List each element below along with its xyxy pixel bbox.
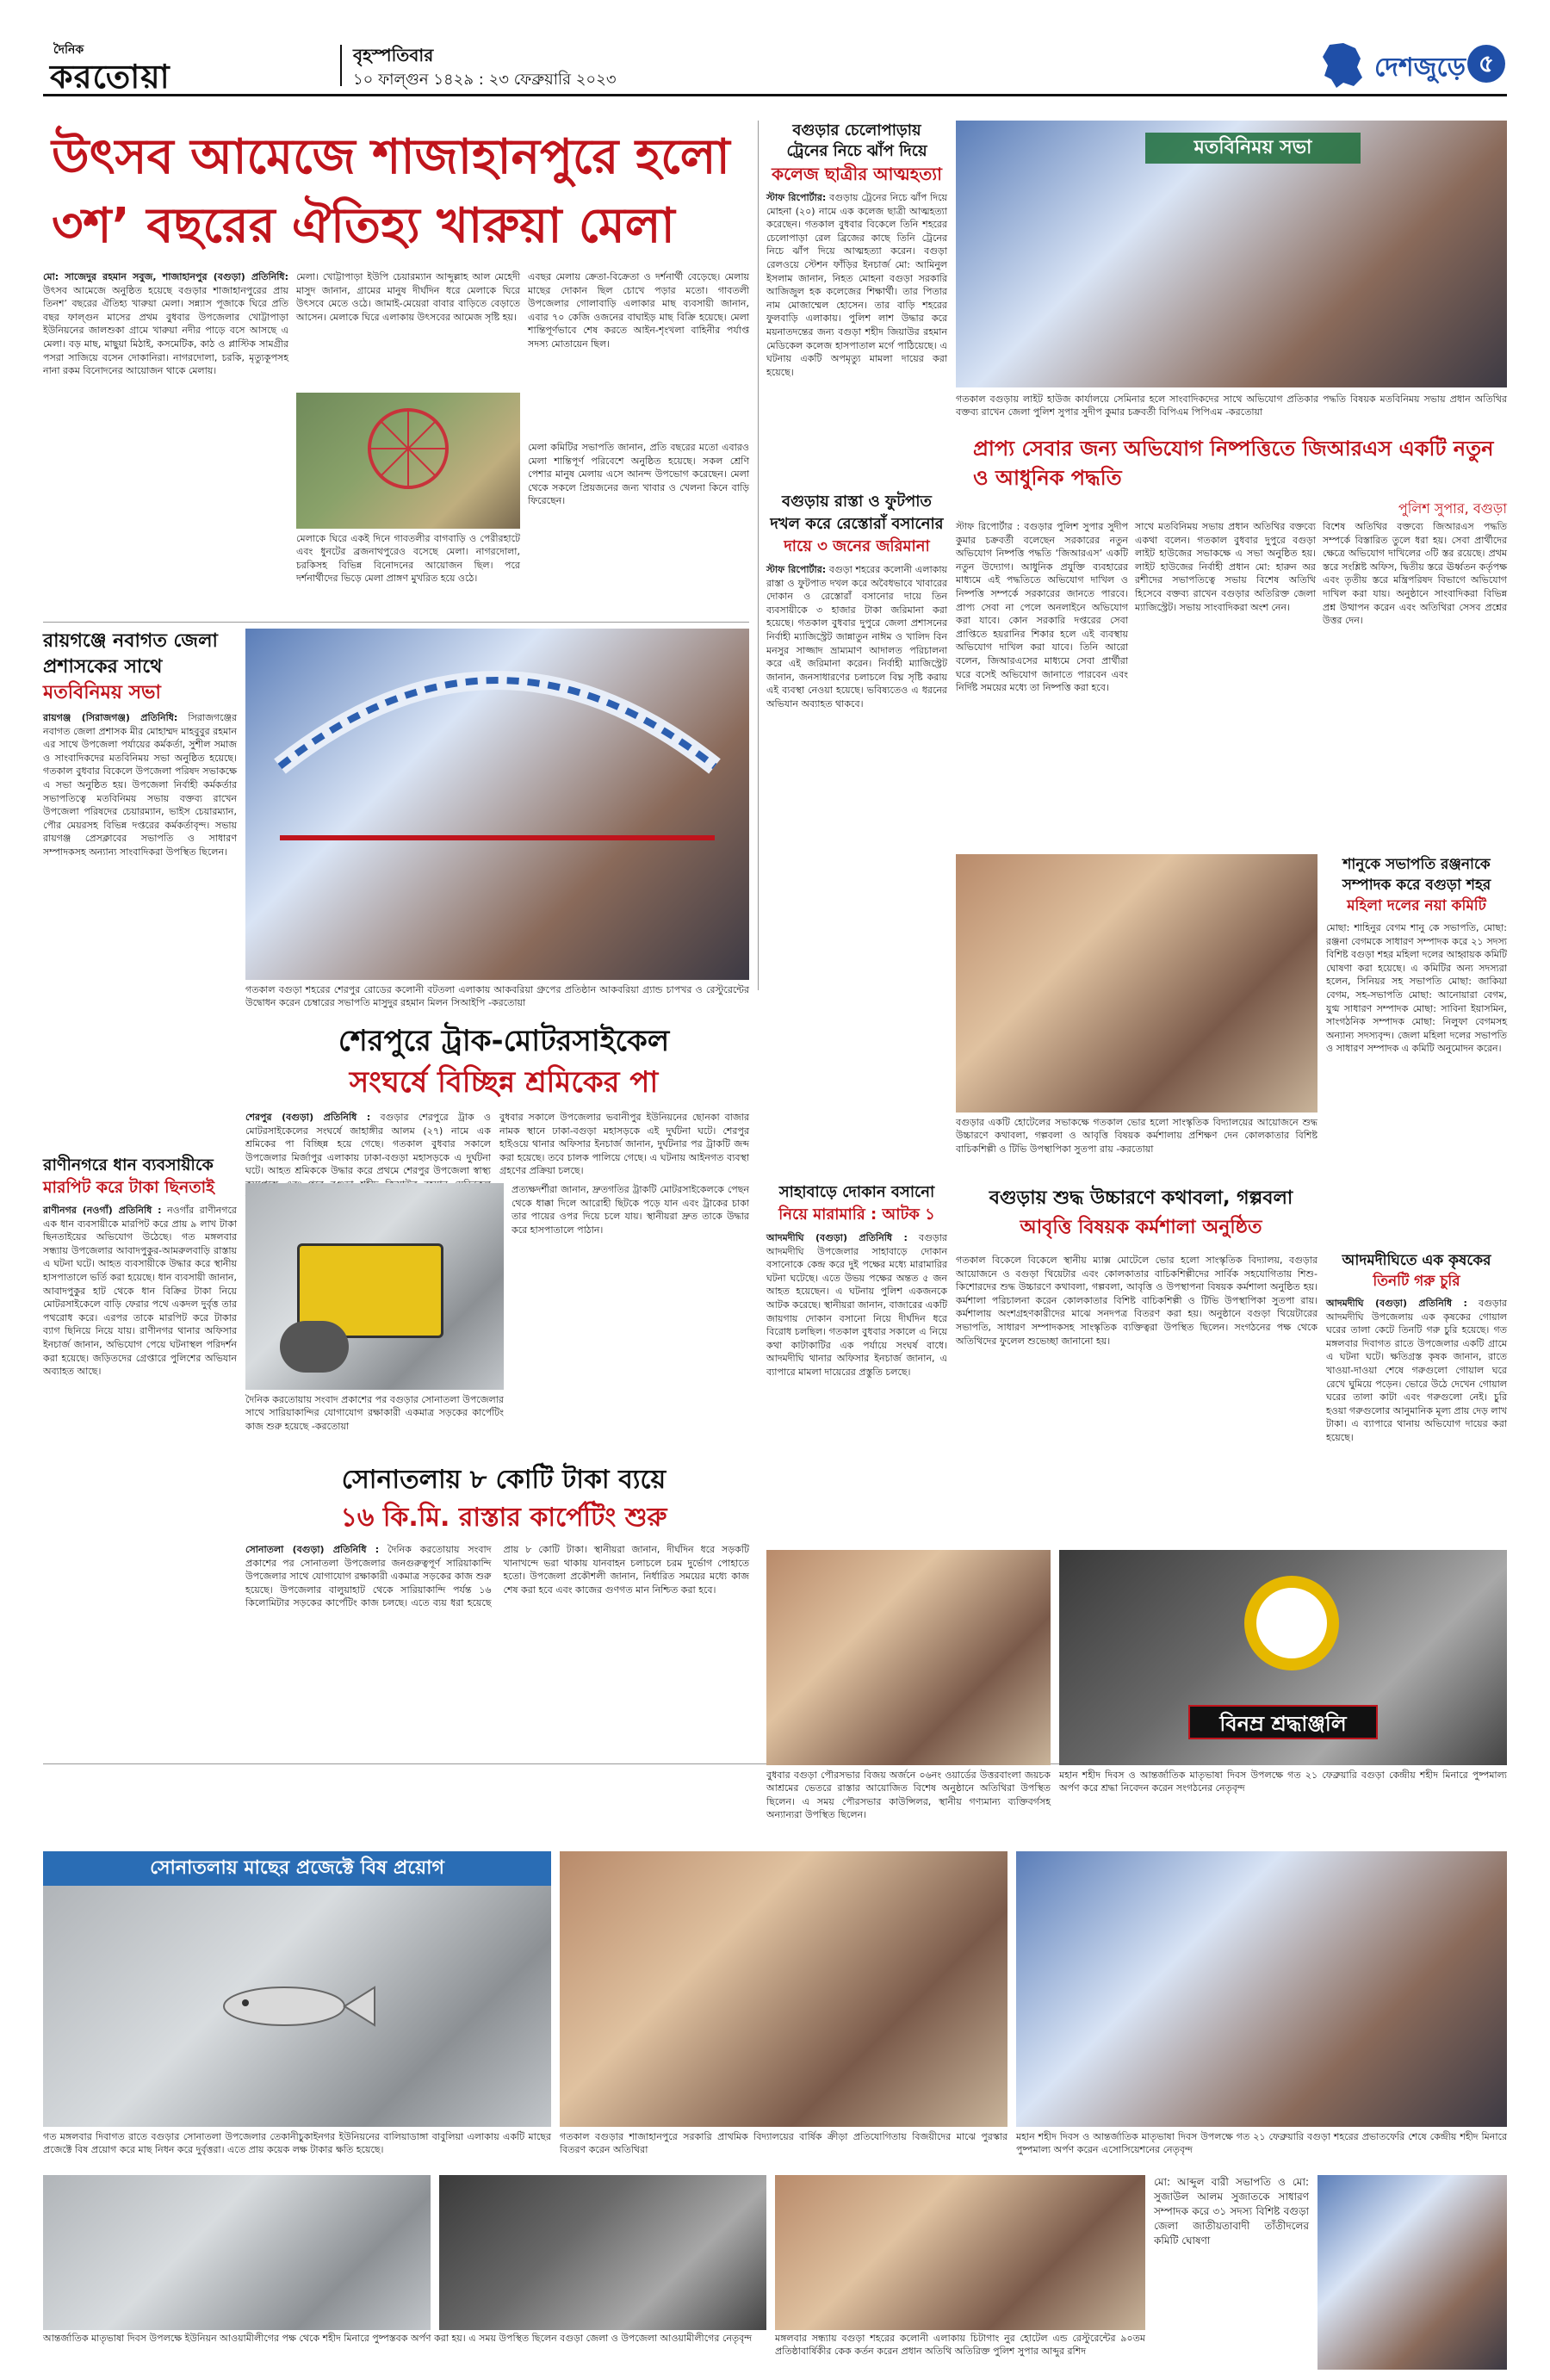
lead-byline: মো: সাজেদুর রহমান সবুজ, শাজাহানপুর (বগুড়া) প্রতিনিধি:: [43, 271, 288, 282]
grs-headline: প্রাপ্য সেবার জন্য অভিযোগ নিষ্পত্তিতে জিআরএস একটি নতুন ও আধুনিক পদ্ধতি: [973, 437, 1494, 490]
cow-theft-byline: আদমদীঘি (বগুড়া) প্রতিনিধি :: [1326, 1298, 1467, 1309]
sonatola-body: [245, 1543, 749, 1758]
section-title: দেশজুড়ে: [1374, 53, 1466, 83]
vendors-caption: বুধবার বগুড়া পৌরসভার বিজয় অর্জনে ০৬নং ওয়ার্ডের উত্তরবাংলা জয়চক আশ্রমের ভেতরে রাস্তার আয়োজিত বিশেষ অনুষ্ঠানে অতিথিরা উপস্থিত ছিলেন। এ সময় পৌরসভার কাউন্সিলর, স্থানীয় গণ্যমান্য ব্যক্তিবর্গসহ অন্যান্যরা উপস্থিত ছিলেন।: [766, 1770, 1051, 1821]
logo-top-text: দৈনিক: [53, 43, 84, 57]
masthead-weekday: বৃহস্পতিবার: [353, 45, 434, 65]
lead-body-4: মেলা কমিটির সভাপতি জানান, প্রতি বছরের মতো এবারও মেলা শান্তিপূর্ণ পরিবেশে অনুষ্ঠিত হয়েছে। সকল শ্রেণি পেশার মানুষ মেলায় এসে আনন্দ উপভোগ করেছেন। মেলা থেকে সকলে প্রিয়জনের জন্য খাবার ও খেলনা কিনে বাড়ি ফিরেছেন।: [528, 442, 749, 507]
grs-sub: পুলিশ সুপার, বগুড়া: [1398, 500, 1507, 517]
committee-story: [1326, 854, 1507, 1242]
road-roller-caption: দৈনিক করতোয়ায় সংবাদ প্রকাশের পর বগুড়ার সোনাতলা উপজেলার সাথে সারিয়াকান্দির যোগাযোগ রক্ষাকারী একমাত্র সড়কের কার্পেটিং কাজ শুরু হয়েছে -করতোয়া: [245, 1394, 504, 1432]
road-headline-1: বগুড়ায় রাস্তা ও ফুটপাত: [782, 493, 932, 511]
lead-headline-2: ৩শ’ বছরের ঐতিহ্য খারুয়া মেলা: [52, 198, 675, 254]
road-headline-3: দায়ে ৩ জনের জরিমানা: [784, 537, 930, 555]
road-body: বগুড়া শহরের কলোনী এলাকায় রাস্তা ও ফুটপাত দখল করে অবৈধভাবে খাবারের দোকান ও রেস্তোরাঁ বসানোর দায়ে তিন ব্যবসায়ীকে ৩ হাজার টাকা জরিমানা করা হয়েছে। গতকাল বুধবার দুপুরে জেলা প্রশাসনের নির্বাহী ম্যাজিস্ট্রেট জান্নাতুন নাঈম ও খালিদ বিন মনসুর সাজ্জাদ ভ্রাম্যমাণ আদালত পরিচালনা করে এই জরিমানা করেন। নির্বাহী ম্যাজিস্ট্রেট জানান, জনসাধারণের চলাচলে বিঘ্ন সৃষ্টি করায় এই ব্যবস্থা নেওয়া হয়েছে। ভবিষ্যতেও এ ধরনের অভিযান অব্যাহত থাকবে।: [766, 564, 948, 710]
school-photo: [560, 1851, 1008, 2127]
student-story: [766, 121, 947, 482]
lead-bottom-rule: [43, 622, 749, 623]
chhatak-body: বগুড়ার আদমদীঘি উপজেলার সাহাবাড়ে দোকান বসানোকে কেন্দ্র করে দুই পক্ষের মধ্যে মারামারির ঘটনা ঘটেছে। এতে উভয় পক্ষের অন্তত ৫ জন আহত হয়েছেন। এ ঘটনায় পুলিশ একজনকে আটক করেছে। স্থানীয়রা জানান, বাজারের একটি জায়গায় দোকান বসানো নিয়ে দীর্ঘদিন ধরে বিরোধ চলছিল। গতকাল বুধবার সকালে এ নিয়ে কথা কাটাকাটির এক পর্যায়ে সংঘর্ষ বাধে। আদমদীঘি থানার অফিসার ইনচার্জ জানান, এ ব্যাপারে মামলা দায়েরের প্রস্তুতি চলছে।: [766, 1232, 948, 1379]
student-headline-top: বগুড়ার চেলোপাড়ায়: [792, 121, 921, 139]
raiganj-headline-1: রায়গঞ্জে নবাগত জেলা: [43, 630, 218, 652]
ranirbandar-headline-1: রাণীনগরে ধান ব্যবসায়ীকে: [43, 1156, 214, 1175]
student-byline: স্টাফ রিপোর্টার:: [766, 192, 827, 203]
chhatak-headline-1: সাহাবাড়ে দোকান বসানো: [778, 1183, 935, 1201]
pronunciation-headline-1: বগুড়ায় শুদ্ধ উচ্চারণে কথাবলা, গল্পবলা: [989, 1187, 1293, 1209]
chhatak-body-block: [766, 1231, 947, 1379]
raiganj-body: সিরাজগঞ্জের নবাগত জেলা প্রশাসক মীর মোহাম্মদ মাহবুবুর রহমান এর সাথে উপজেলা পর্যায়ের কর্মকর্তা, সুশীল সমাজ ও সাংবাদিকদের মতবিনিময় সভা অনুষ্ঠিত হয়েছে। গতকাল বুধবার বিকেলে উপজেলা পরিষদ সভাকক্ষে এ সভা অনুষ্ঠিত হয়। উপজেলা নির্বাহী কর্মকর্তার সভাপতিত্বে মতবিনিময় সভায় বক্তব্য রাখেন উপজেলা পরিষদের চেয়ারম্যান, ভাইস চেয়ারম্যান, পৌর মেয়রসহ বিভিন্ন দপ্তরের কর্মকর্তাবৃন্দ। সভায় রায়গঞ্জ প্রেসক্লাবের সভাপতি ও সাধারণ সম্পাদকসহ অন্যান্য সাংবাদিকরা উপস্থিত ছিলেন।: [43, 712, 237, 858]
masthead-logo: [43, 40, 301, 96]
bangladesh-map-icon: [1318, 41, 1369, 90]
cow-theft-body-block: [1326, 1297, 1507, 1445]
chhatak-headline-2: নিয়ে মারামারি : আটক ১: [778, 1205, 935, 1224]
lead-column-1: [43, 270, 288, 617]
lead-column-4: [528, 441, 749, 617]
school-caption: গতকাল বগুড়ার শাজাহানপুরে সরকারি প্রাথমিক বিদ্যালয়ের বার্ষিক ক্রীড়া প্রতিযোগিতায় বিজয়ীদের মাঝে পুরস্কার বিতরণ করেন অতিথিরা: [560, 2131, 1008, 2156]
ranirbandar-story: [43, 1154, 237, 1877]
committee-headline-1: শানুকে সভাপতি রঞ্জনাকে: [1342, 856, 1491, 873]
lead-column-3: [528, 270, 749, 439]
student-body: বগুড়ায় ট্রেনের নিচে ঝাঁপ দিয়ে মোহনা (২০) নামে এক কলেজ ছাত্রী আত্মহত্যা করেছেন। গতকাল বুধবার বিকেলে তিনি শহরের চেলোপাড়া রেল ব্রিজের কাছে তিনি ট্রেনের নিচে ঝাঁপ দিয়ে আত্মহত্যা করেন। বগুড়া রেলওয়ে স্টেশন ফাঁড়ির ইনচার্জ মো: আমিনুল ইসলাম জানান, নিহত মোহনা বগুড়া সরকারি আজিজুল হক কলেজের শিক্ষার্থী। তার পিতার নাম মোজাম্মেল হোসেন। তার বাড়ি শহরের ফুলবাড়ি এলাকায়। পুলিশ লাশ উদ্ধার করে ময়নাতদন্তের জন্য বগুড়া শহীদ জিয়াউর রহমান মেডিকেল কলেজ হাসপাতাল মর্গে পাঠিয়েছে। এ ঘটনায় একটি অপমৃত্যু মামলা দায়ের করা হয়েছে।: [766, 192, 947, 378]
ranirbandar-body-block: [43, 1204, 237, 1379]
fish-banner-text: সোনাতলায় মাছের প্রজেক্টে বিষ প্রয়োগ: [150, 1857, 444, 1879]
pronunciation-body: গতকাল বিকেলে বিকেলে স্থানীয় ম্যাক্স মোটেলে ভোর হলো সাংস্কৃতিক বিদ্যালয়, বগুড়ার আয়োজনে ও বগুড়া থিয়েটার এবং কোলকাতার বাচিকশিল্পীদের সার্বিক সহযোগিতায় শিশু-কিশোরদের শুদ্ধ উচ্চারণে কথাবলা, গল্পবলা, আবৃত্তি ও উপস্থাপনা বিষয়ক কর্মশালা অনুষ্ঠিত হয়। কর্মশালা পরিচালনা করেন কোলকাতার বিশিষ্ট বাচিকশিল্পী ও টিভি উপস্থাপিকা সুতপা রায়। কর্মশালায় অংশগ্রহণকারীদের মাঝে সনদপত্র বিতরণ করা হয়। অনুষ্ঠানে বগুড়া থিয়েটারের সভাপতি, সাধারণ সম্পাদকসহ সাংস্কৃতিক ব্যক্তিত্বরা উপস্থিত ছিলেন। সংগঠনের পক্ষ থেকে অতিথিদের ফুলেল শুভেচ্ছা জানানো হয়।: [956, 1255, 1318, 1347]
student-body-block: [766, 191, 947, 380]
chhatak-byline: আদমদীঘি (বগুড়া) প্রতিনিধি :: [766, 1232, 908, 1243]
mosque-photo: [43, 2175, 431, 2330]
vendors-photo: [766, 1550, 1051, 1765]
sonatola-body-text: দৈনিক করতোয়ায় সংবাদ প্রকাশের পর সোনাতলা উপজেলার জনগুরুত্বপূর্ণ সারিয়াকান্দি উপজেলার সাথে যোগাযোগ রক্ষাকারী একমাত্র সড়কের কাজ শুরু হয়েছে। উপজেলার বালুয়াহাট থেকে সারিয়াকান্দি পর্যন্ত ১৬ কিলোমিটার সড়কের কার্পেটিং কাজ চলছে। এতে ব্যয় ধরা হয়েছে প্রায় ৮ কোটি টাকা। স্থানীয়রা জানান, দীর্ঘদিন ধরে সড়কটি খানাখন্দে ভরা থাকায় যানবাহন চলাচলে চরম দুর্ভোগ পোহাতে হতো। উপজেলা প্রকৌশলী জানান, নির্ধারিত সময়ের মধ্যে কাজ শেষ করা হবে এবং কাজের গুণগত মান নিশ্চিত করা হবে।: [245, 1544, 749, 1609]
mosque-caption: আন্তর্জাতিক মাতৃভাষা দিবস উপলক্ষে ইউনিয়ন আওয়ামীলীগের পক্ষ থেকে শহীদ মিনারে পুষ্পস্তবক অর্পণ করা হয়। এ সময় উপস্থিত ছিলেন বগুড়া জেলা ও উপজেলা আওয়ামীলীগের নেতৃবৃন্দ: [43, 2333, 753, 2344]
cow-theft-headline-2: তিনটি গরু চুরি: [1373, 1273, 1460, 1290]
cow-theft-story: [1326, 1250, 1507, 1517]
group-photo: [439, 2175, 766, 2330]
sherpur-body-1: বগুড়ার শেরপুরে ট্রাক ও মোটরসাইকেলের সংঘর্ষে জাহাঙ্গীর আলম (২৭) নামে এক শ্রমিকের পা বিচ্ছিন্ন হয়ে গেছে। গতকাল বুধবার সকালে উপজেলার মির্জাপুর এলাকায় ঢাকা-বগুড়া মহাসড়কে এ দুর্ঘটনা ঘটে। আহত শ্রমিককে উদ্ধার করে প্রথমে শেরপুর উপজেলা স্বাস্থ্য: [245, 1112, 492, 1177]
award-caption: মো: আব্দুল বারী সভাপতি ও মো: সুজাউল আলম সুজাতকে সাধারণ সম্পাদক করে ৩১ সদস্য বিশিষ্ট বগুড়া জেলা জাতীয়তাবাদী তাঁতীদলের কমিটি ঘোষণা: [1154, 2176, 1309, 2247]
ranirbandar-body: নওগাঁর রাণীনগরে এক ধান ব্যবসায়ীকে মারপিট করে প্রায় ৯ লাখ টাকা ছিনতাইয়ের অভিযোগ উঠেছে। গত মঙ্গলবার সন্ধ্যায় উপজেলার আবাদপুকুর-আমরুলবাড়ি রাস্তায় এ ঘটনা ঘটে। আহত ব্যবসায়ীকে উদ্ধার করে স্থানীয় হাসপাতালে ভর্তি করা হয়েছে। ধান ব্যবসায়ী জানান, আবাদপুকুর হাট থেকে ধান বিক্রির টাকা নিয়ে মোটরসাইকেলে বাড়ি ফেরার পথে একদল দুর্বৃত্ত তার পথরোধ করে। এরপর তাকে মারপিট করে টাকার ব্যাগ ছিনিয়ে নিয়ে যায়। রাণীনগর থানার অফিসার ইনচার্জ জানান, অভিযোগ পেয়ে ঘটনাস্থল পরিদর্শন করা হয়েছে। জড়িতদের গ্রেপ্তারে পুলিশের অভিযান অব্যাহত আছে।: [43, 1205, 237, 1378]
tribute-banner-text: বিনম্র শ্রদ্ধাঞ্জলি: [1219, 1712, 1347, 1736]
fish-caption: গত মঙ্গলবার দিবাগত রাতে বগুড়ার সোনাতলা উপজেলার তেকানীচুকাইনগর ইউনিয়নের বালিয়াডাঙ্গা বাবুলিয়া এলাকায় একটি মাছের প্রজেক্টে বিষ প্রয়োগ করে মাছ নিধন করে দুর্বৃত্তরা। এতে প্রায় কয়েক লক্ষ টাকার ক্ষতি হয়েছে।: [43, 2131, 551, 2156]
sherpur-column-2: বুধবার সকালে উপজেলার ভবানীপুর ইউনিয়নের ছোনকা বাজার নামক স্থানে ঢাকা-বগুড়া মহাসড়কে এই দুর্ঘটনা ঘটে। শেরপুর হাইওয়ে থানার অফিসার ইনচার্জ জানান, দুর্ঘটনার পর ট্রাকটি জব্দ করা হয়েছে। তবে চালক পালিয়ে গেছে। এ ঘটনায় আইনগত ব্যবস্থা গ্রহণের প্রক্রিয়া চলছে।: [499, 1112, 749, 1177]
sonatola-headline-1: সোনাতলায় ৮ কোটি টাকা ব্যয়ে: [341, 1465, 666, 1495]
fish-photo: [43, 1886, 551, 2127]
tribute-caption: মহান শহীদ দিবস ও আন্তর্জাতিক মাতৃভাষা দিবস উপলক্ষে গত ২১ ফেব্রুয়ারি বগুড়া কেন্দ্রীয় শহীদ মিনারে পুষ্পমাল্য অর্পণ করে শ্রদ্ধা নিবেদন করেন সংগঠনের নেতৃবৃন্দ: [1059, 1770, 1507, 1794]
page-number: ৫: [1478, 49, 1495, 77]
tribute-photo: [1059, 1550, 1507, 1765]
student-headline-bottom: কলেজ ছাত্রীর আত্মহত্যা: [772, 164, 942, 184]
lead-headline-1: উৎসব আমেজে শাজাহানপুরে হলো: [52, 129, 730, 185]
workshop-photo: [956, 854, 1318, 1113]
sherpur-byline: শেরপুর (বগুড়া) প্রতিনিধি :: [245, 1112, 371, 1123]
grs-column-1: স্টাফ রিপোর্টার : বগুড়ার পুলিশ সুপার সুদীপ কুমার চক্রবর্তী বলেছেন সরকারের নতুন অভিযোগ নিষ্পত্তি পদ্ধতি ‘জিআরএস’ একটি নতুন উদ্যোগ। আধুনিক প্রযুক্তি ব্যবহারের মাধ্যমে এই পদ্ধতিতে অভিযোগ দাখিল ও নিষ্পত্তি সম্পর্কে সরকারের জানতে পারবে। প্রাপ্য সেবা না পেলে অনলাইনে অভিযোগ করা যাবে। কোন সরকারি দপ্তরের সেবা প্রাপ্তিতে হয়রানির শিকার হলে এই ব্যবস্থায় অভিযোগ দাখিল করা যাবে। তিনি আরো বলেন, জিআরএসের মাধ্যমে সেবা প্রার্থীরা ঘরে বসেই অভিযোগ জানাতে পারবেন এবং নির্দিষ্ট সময়ের মধ্যে তা নিষ্পত্তি করা হবে।: [956, 521, 1128, 694]
ribbon: [280, 835, 715, 840]
road-byline: স্টাফ রিপোর্টার:: [766, 564, 827, 575]
ranirbandar-byline: রাণীনগর (নওগাঁ) প্রতিনিধি :: [43, 1205, 162, 1216]
cake-photo: [775, 2175, 1145, 2330]
lead-photo-caption: মেলাকে ঘিরে একই দিনে গাবতলীর বাগবাড়ি ও পেরীরহাটে এবং ধুনটের ব্রজনাথপুরেও বসেছে মেলা। নাগরদোলা, চরকিসহ বিভিন্ন বিনোদনের আয়োজন ছিল। পরে দর্শনার্থীদের ভিড়ে মেলা প্রাঙ্গণ মুখরিত হয়ে ওঠে।: [296, 533, 520, 585]
meeting-banner-text: মতবিনিময় সভা: [1194, 137, 1312, 158]
lead-body-3: এবছর মেলায় ক্রেতা-বিক্রেতা ও দর্শনার্থী বেড়েছে। মেলায় মাছের দোকান ছিল চোখে পড়ার মতো। গাবতলী উপজেলার গোলাবাড়ি এলাকার মাছ ব্যবসায়ী জানান, এবার ৭০ কেজি ওজনের বাঘাইড় মাছ বিক্রি হয়েছে। মেলা শান্তিপূর্ণভাবে শেষ করতে আইন-শৃংখলা বাহিনীর পর্যাপ্ত সদস্য মোতায়েন ছিল।: [528, 271, 749, 350]
award-photo: [1318, 2175, 1507, 2370]
meeting-photo: [956, 121, 1507, 387]
committee-body: মোছা: শাহিনুর বেগম শানু কে সভাপতি, মোছা: রঞ্জনা বেগমকে সাধারণ সম্পাদক করে ২১ সদস্য বিশিষ্ট বগুড়া শহর মহিলা দলের আহ্বায়ক কমিটি ঘোষণা করা হয়েছে। এ কমিটির অন্য সদস্যরা হলেন, সিনিয়র সহ সভাপতি মোছা: জাকিয়া বেগম, সহ-সভাপতি মোছা: আনোয়ারা বেগম, যুগ্ম সাধারণ সম্পাদক মোছা: সাবিনা ইয়াসমিন, সাংগঠনিক সম্পাদক মোছা: নিলুফা বেগমসহ অন্যান্য সদস্যবৃন্দ। জেলা মহিলা দলের সভাপতি ও সাধারণ সম্পাদক এ কমিটি অনুমোদন করেন।: [1326, 922, 1507, 1055]
ranirbandar-headline-2: মারপিট করে টাকা ছিনতাই: [43, 1178, 215, 1197]
masthead-date: ১০ ফাল্গুন ১৪২৯ : ২৩ ফেব্রুয়ারি ২০২৩: [353, 71, 617, 89]
student-headline-mid: ট্রেনের নিচে ঝাঁপ দিয়ে: [786, 142, 927, 160]
sonatola-headline-2: ১৬ কি.মি. রাস্তার কার্পেটিং শুরু: [340, 1503, 667, 1533]
lead-fair-photo: [296, 393, 520, 529]
raiganj-byline: রায়গঞ্জ (সিরাজগঞ্জ) প্রতিনিধি:: [43, 712, 178, 723]
ferris-wheel-icon: [356, 401, 460, 505]
cake-caption: মঙ্গলবার সন্ধ্যায় বগুড়া শহরের কলোনী এলাকায় চিটাগাং নুর হোটেল এন্ড রেস্টুরেন্টের ৯০তম প্রতিষ্ঠাবার্ষিকীর কেক কর্তন করেন প্রধান অতিথি অতিরিক্ত পুলিশ সুপার আব্দুর রশিদ: [775, 2333, 1145, 2358]
masthead-divider: [340, 45, 342, 86]
committee-headline-2: সম্পাদক করে বগুড়া শহর: [1342, 877, 1491, 894]
grs-column-3: বিশেষ অতিথির বক্তব্যে জিআরএস পদ্ধতি সম্পর্কে বিস্তারিত তুলে ধরা হয়। সেবা প্রার্থীদের ক্ষেত্রে অভিযোগ দাখিলের ৩টি স্তর রয়েছে। প্রথম স্তরে সংশ্লিষ্ট অফিস, দ্বিতীয় স্তরে ঊর্ধ্বতন কর্তৃপক্ষ এবং তৃতীয় স্তরে মন্ত্রিপরিষদ বিভাগে অভিযোগ দাখিল করা যায়। অনুষ্ঠানে সাংবাদিকরা বিভিন্ন প্রশ্ন উত্থাপন করেন এবং অতিথিরা সেসব প্রশ্নের উত্তর দেন।: [1323, 521, 1507, 627]
sonatola-byline: সোনাতলা (বগুড়া) প্রতিনিধি :: [245, 1544, 380, 1555]
road-body-block: [766, 563, 947, 711]
meeting-photo-caption: গতকাল বগুড়ায় লাইট হাউজ কার্যালয়ে সেমিনার হলে সাংবাদিকদের সাথে অভিযোগ প্রতিকার পদ্ধতি বিষয়ক মতবিনিময় সভায় প্রধান অতিথির বক্তব্য রাখেন জেলা পুলিশ সুপার সুদীপ কুমার চক্রবর্তী বিপিএম পিপিএম -করতোয়া: [956, 394, 1507, 418]
fish-icon: [207, 1972, 379, 2041]
banner-event-caption: মহান শহীদ দিবস ও আন্তর্জাতিক মাতৃভাষা দিবস উপলক্ষে গত ২১ ফেব্রুয়ারি বগুড়া শহরের প্রভাতফেরি শেষে কেন্দ্রীয় শহীদ মিনারে পুষ্পমাল্য অর্পণ করেন এসোসিয়েশনের নেতৃবৃন্দ: [1016, 2131, 1507, 2156]
road-roller-photo: [245, 1183, 504, 1390]
lead-body-1: উৎসব আমেজে অনুষ্ঠিত হয়েছে বগুড়ার শাজাহানপুরের প্রায় তিনশ’ বছরের ঐতিহ্য খারুয়া মেলা। সন্ন্যাস পূজাকে ঘিরে প্রতি বছর ফাল্গুন মাসের প্রথম বুধবার উপজেলার খোট্টাপাড়া ইউনিয়নের জালশুকা গ্রামে খারুয়া নদীর পাড়ে বসে আসছে এ মেলা। বড় মাছ, মাছুয়া মিঠাই, কসমেটিক, কাঠ ও প্লাস্টিক সামগ্রীর পসরা সাজিয়ে বসেন দোকানিরা। নাগরদোলা, চরকি, মৃত্যুকূপসহ নানা রকম বিনোদনের আয়োজন থাকে মেলায়।: [43, 284, 288, 377]
lead-body-2: মেলা। খোট্টাপাড়া ইউপি চেয়ারম্যান আব্দুল্লাহ আল মেহেদী মাসুদ জানান, গ্রামের মানুষ দীর্ঘদিন ধরে মেলাকে ঘিরে উৎসবে মেতে ওঠে। জামাই-মেয়েরা বাবার বাড়িতে বেড়াতে আসেন। মেলাকে ঘিরে এলাকায় উৎসবের আমেজ সৃষ্টি হয়।: [296, 271, 520, 323]
balloon-arch-icon: [245, 629, 749, 766]
wreath-shape: [1244, 1576, 1339, 1670]
column-rule: [758, 121, 759, 990]
road-headline-2: দখল করে রেস্তোরাঁ বসানোর: [770, 515, 944, 533]
section-header: [1318, 40, 1507, 91]
road-roller-drum: [280, 1321, 349, 1373]
cow-theft-body: বগুড়ার আদমদীঘি উপজেলায় এক কৃষকের গোয়াল ঘরের তালা কেটে তিনটি গরু চুরি হয়েছে। গত মঙ্গলবার দিবাগত রাতে উপজেলার একটি গ্রামে এ ঘটনা ঘটে। ক্ষতিগ্রস্ত কৃষক জানান, রাতে খাওয়া-দাওয়া শেষে গরুগুলো গোয়াল ঘরে রেখে ঘুমিয়ে পড়েন। ভোরে উঠে দেখেন গোয়াল ঘরের তালা কাটা এবং গরুগুলো নেই। চুরি হওয়া গরুগুলোর আনুমানিক মূল্য প্রায় দেড় লাখ টাকা। এ ব্যাপারে থানায় অভিযোগ দায়ের করা হয়েছে।: [1326, 1298, 1507, 1444]
logo-main-text: করতোয়া: [50, 57, 170, 96]
sherpur-column-1: [245, 1111, 491, 1178]
meeting-banner: [1145, 133, 1361, 164]
road-story: [766, 491, 947, 1025]
raiganj-story: [43, 629, 237, 1145]
sherpur-column-3: প্রত্যক্ষদর্শীরা জানান, দ্রুতগতির ট্রাকটি মোটরসাইকেলকে পেছন থেকে ধাক্কা দিলে আরোহী ছিটকে পড়ে যান এবং ট্রাকের চাকা তার পায়ের ওপর দিয়ে চলে যায়। স্থানীয়রা দ্রুত তাকে উদ্ধার করে হাসপাতালে পাঠান।: [512, 1184, 749, 1236]
cow-theft-headline-1: আদমদীঘিতে এক কৃষকের: [1342, 1252, 1491, 1269]
raiganj-headline-3: মতবিনিময় সভা: [43, 682, 161, 703]
fish-banner: [43, 1851, 551, 1886]
committee-headline-3: মহিলা দলের নয়া কমিটি: [1347, 897, 1486, 914]
lead-column-2: [296, 270, 520, 389]
raiganj-body-block: [43, 711, 237, 859]
raiganj-headline-2: প্রশাসকের সাথে: [43, 656, 163, 678]
workshop-caption: বগুড়ার একটি হোটেলের সভাকক্ষে গতকাল ভোর হলো সাংস্কৃতিক বিদ্যালয়ের আয়োজনে শুদ্ধ উচ্চারণে কথাবলা, গল্পবলা ও আবৃত্তি বিষয়ক কর্মশালায় প্রশিক্ষণ দেন কোলকাতার বিশিষ্ট বাচিকশিল্পী ও টিভি উপস্থাপিকা সুতপা রায় -করতোয়া: [956, 1117, 1318, 1155]
sherpur-headline-2: সংঘর্ষে বিচ্ছিন্ন শ্রমিকের পা: [349, 1065, 659, 1100]
inauguration-caption: গতকাল বগুড়া শহরের শেরপুর রোডের কলোনী বটতলা এলাকায় আকবরিয়া গ্রুপের প্রতিষ্ঠান আকবরিয়া গ্র্যান্ড চাপখর ও রেস্টুরেন্টের উদ্বোধন করেন চেম্বারের সভাপতি মাসুদুর রহমান মিলন সিআইপি -করতোয়া: [245, 984, 749, 1009]
banner-event-photo: [1016, 1851, 1507, 2127]
inauguration-photo: [245, 629, 749, 980]
grs-column-2: সাথে মতবিনিময় সভায় প্রধান অতিথির বক্তব্যে একথা বলেন। গতকাল বুধবার দুপুরে বগুড়া লাইট হাউজের সভাকক্ষে এ সভা অনুষ্ঠিত হয়। লাইট হাউজের নির্বাহী প্রধান মো: হারুন অর রশীদের সভাপতিত্বে সভায় বিশেষ অতিথি হিসেবে বক্তব্য রাখেন বগুড়ার অতিরিক্ত জেলা ম্যাজিস্ট্রেট। সভায় সাংবাদিকরা অংশ নেন।: [1135, 521, 1316, 613]
pronunciation-headline-2: আবৃত্তি বিষয়ক কর্মশালা অনুষ্ঠিত: [1020, 1217, 1262, 1238]
tribute-banner: [1188, 1705, 1378, 1739]
masthead: [43, 40, 1507, 96]
sherpur-headline-1: শেরপুরে ট্রাক-মোটরসাইকেল: [338, 1024, 670, 1058]
grs-column-2b: [1135, 675, 1316, 847]
page-number-badge: [1467, 45, 1505, 83]
